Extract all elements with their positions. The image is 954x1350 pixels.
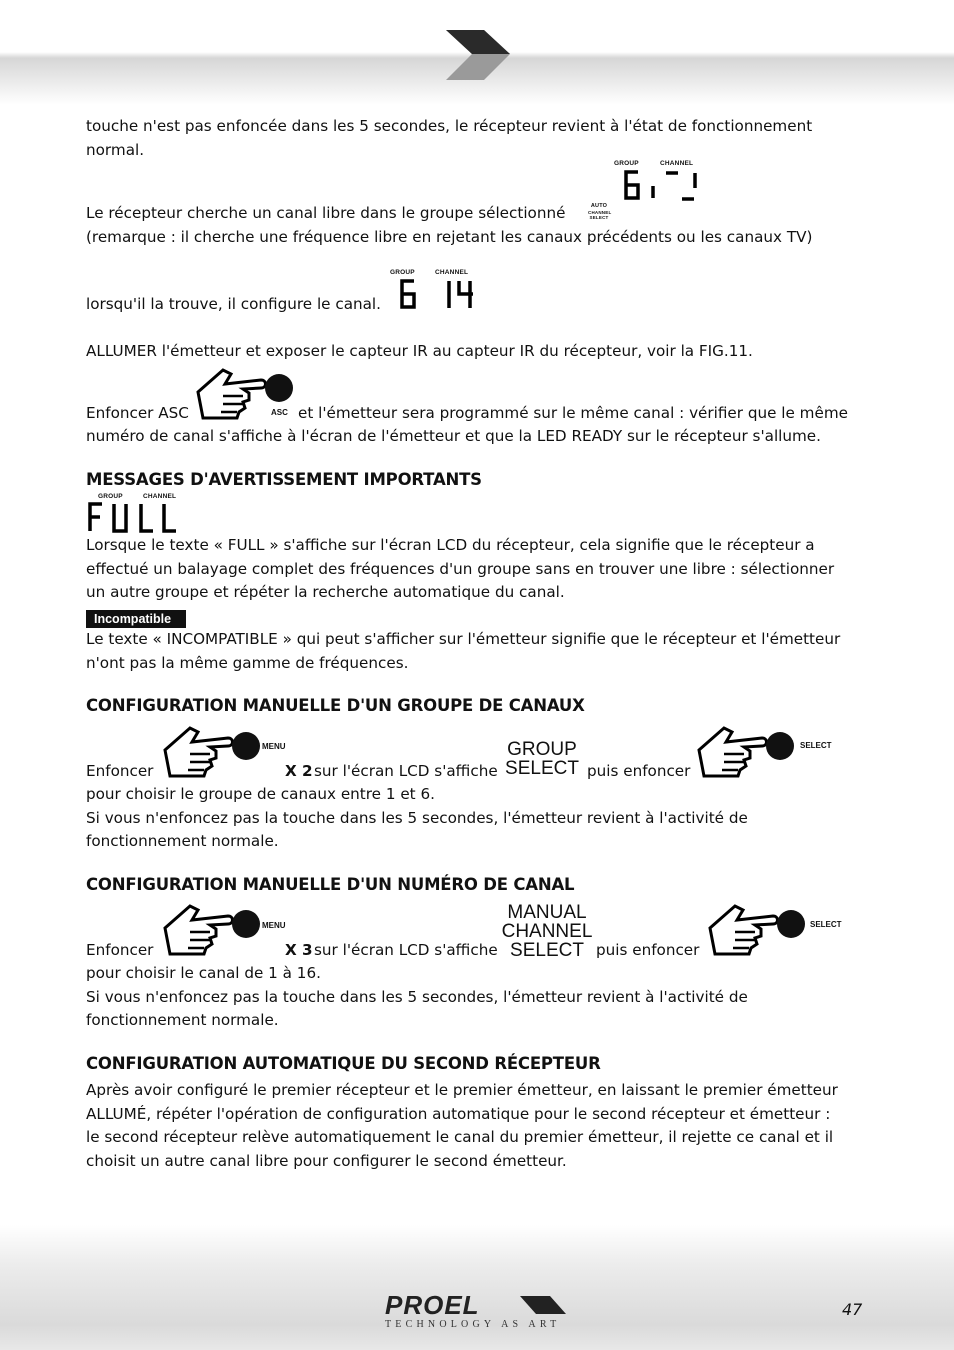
lcd-group-label: GROUP	[614, 160, 639, 167]
text-line: sur l'écran LCD s'affiche	[314, 941, 498, 959]
text-line: Enfoncer	[86, 941, 154, 959]
lcd-group-label: GROUP	[390, 269, 415, 276]
text-line: fonctionnement normale.	[86, 832, 279, 850]
text-line: Lorsque le texte « FULL » s'affiche sur l'écran LCD du récepteur, cela signifie que le récepteur a	[86, 536, 815, 554]
section-heading: CONFIGURATION MANUELLE D'UN GROUPE DE CANAUX	[86, 696, 585, 715]
text-line: numéro de canal s'affiche à l'écran de l'émetteur et que la LED READY sur le récepteur s'allume.	[86, 427, 821, 445]
text-line: normal.	[86, 141, 145, 159]
text-line: fonctionnement normale.	[86, 1011, 279, 1029]
lcd-channel-label: CHANNEL	[435, 269, 469, 276]
text-line: et l'émetteur sera programmé sur le même canal : vérifier que le même	[298, 404, 848, 422]
select-button-label: SELECT	[810, 920, 842, 929]
text-line: Si vous n'enfoncez pas la touche dans les 5 secondes, l'émetteur revient à l'activité de	[86, 988, 748, 1006]
text-line: pour choisir le groupe de canaux entre 1 et 6.	[86, 785, 435, 803]
hand-pointer-icon	[705, 898, 810, 958]
text-line: Si vous n'enfoncez pas la touche dans les 5 secondes, l'émetteur revient à l'activité de	[86, 809, 748, 827]
text-line: Le texte « INCOMPATIBLE » qui peut s'afficher sur l'émetteur signifie que le récepteur et l'émetteur	[86, 630, 841, 648]
brand-logo-mark-icon	[520, 1294, 568, 1316]
chevron-logo-icon	[440, 26, 515, 84]
text-line: Le récepteur cherche un canal libre dans le groupe sélectionné	[86, 204, 566, 222]
text-line: X 3	[285, 941, 313, 959]
text-line: un autre groupe et répéter la recherche automatique du canal.	[86, 583, 565, 601]
text-line: le second récepteur relève automatiquement le canal du premier émetteur, il rejette ce canal et il	[86, 1128, 834, 1146]
text-line: (remarque : il cherche une fréquence libre en rejetant les canaux précédents ou les canaux TV)	[86, 228, 813, 246]
lcd-group-label: GROUP	[98, 493, 123, 500]
page-number: 47	[842, 1300, 863, 1319]
lcd-auto-label: AUTO CHANNEL SELECT	[588, 203, 612, 220]
brand-logo: PROEL	[385, 1290, 480, 1320]
group-select-display: GROUP SELECT	[505, 739, 579, 779]
brand-tagline: TECHNOLOGY AS ART	[385, 1319, 561, 1330]
text-line: n'ont pas la même gamme de fréquences.	[86, 654, 409, 672]
asc-button-label: ASC	[271, 408, 288, 417]
text-line: X 2	[285, 762, 313, 780]
text-line: lorsqu'il la trouve, il configure le canal.	[86, 295, 381, 313]
manual-channel-select-display: MANUAL CHANNEL SELECT	[501, 902, 593, 961]
section-heading: MESSAGES D'AVERTISSEMENT IMPORTANTS	[86, 470, 482, 489]
incompatible-badge: Incompatible	[86, 610, 186, 628]
text-line: sur l'écran LCD s'affiche	[314, 762, 498, 780]
section-heading: CONFIGURATION AUTOMATIQUE DU SECOND RÉCEPTEUR	[86, 1054, 601, 1073]
text-line: effectué un balayage complet des fréquences d'un groupe sans en trouver une libre : sélectionner	[86, 560, 835, 578]
lcd-channel-label: CHANNEL	[660, 160, 694, 167]
hand-pointer-icon	[160, 898, 265, 958]
menu-button-label: MENU	[262, 742, 286, 751]
text-line: Enfoncer ASC	[86, 404, 189, 422]
text-line: puis enfoncer	[587, 762, 691, 780]
lcd-found-display	[398, 279, 478, 311]
footer-band	[0, 1225, 954, 1350]
select-button-label: SELECT	[800, 741, 832, 750]
lcd-channel-label: CHANNEL	[143, 493, 177, 500]
hand-pointer-icon	[694, 720, 799, 780]
text-line: choisit un autre canal libre pour configurer le second émetteur.	[86, 1152, 567, 1170]
lcd-full-display	[86, 502, 181, 534]
menu-button-label: MENU	[262, 921, 286, 930]
text-line: touche n'est pas enfoncée dans les 5 secondes, le récepteur revient à l'état de fonctionnement	[86, 117, 813, 135]
text-line: ALLUMER l'émetteur et exposer le capteur IR au capteur IR du récepteur, voir la FIG.11.	[86, 342, 753, 360]
text-line: Après avoir configuré le premier récepteur et le premier émetteur, en laissant le premier émetteur	[86, 1081, 838, 1099]
hand-pointer-icon	[160, 720, 265, 780]
lcd-scan-display	[622, 170, 698, 202]
text-line: pour choisir le canal de 1 à 16.	[86, 964, 321, 982]
text-line: ALLUMÉ, répéter l'opération de configuration automatique pour le second récepteur et émetteur :	[86, 1105, 831, 1123]
text-line: Enfoncer	[86, 762, 154, 780]
text-line: puis enfoncer	[596, 941, 700, 959]
section-heading: CONFIGURATION MANUELLE D'UN NUMÉRO DE CANAL	[86, 875, 575, 894]
